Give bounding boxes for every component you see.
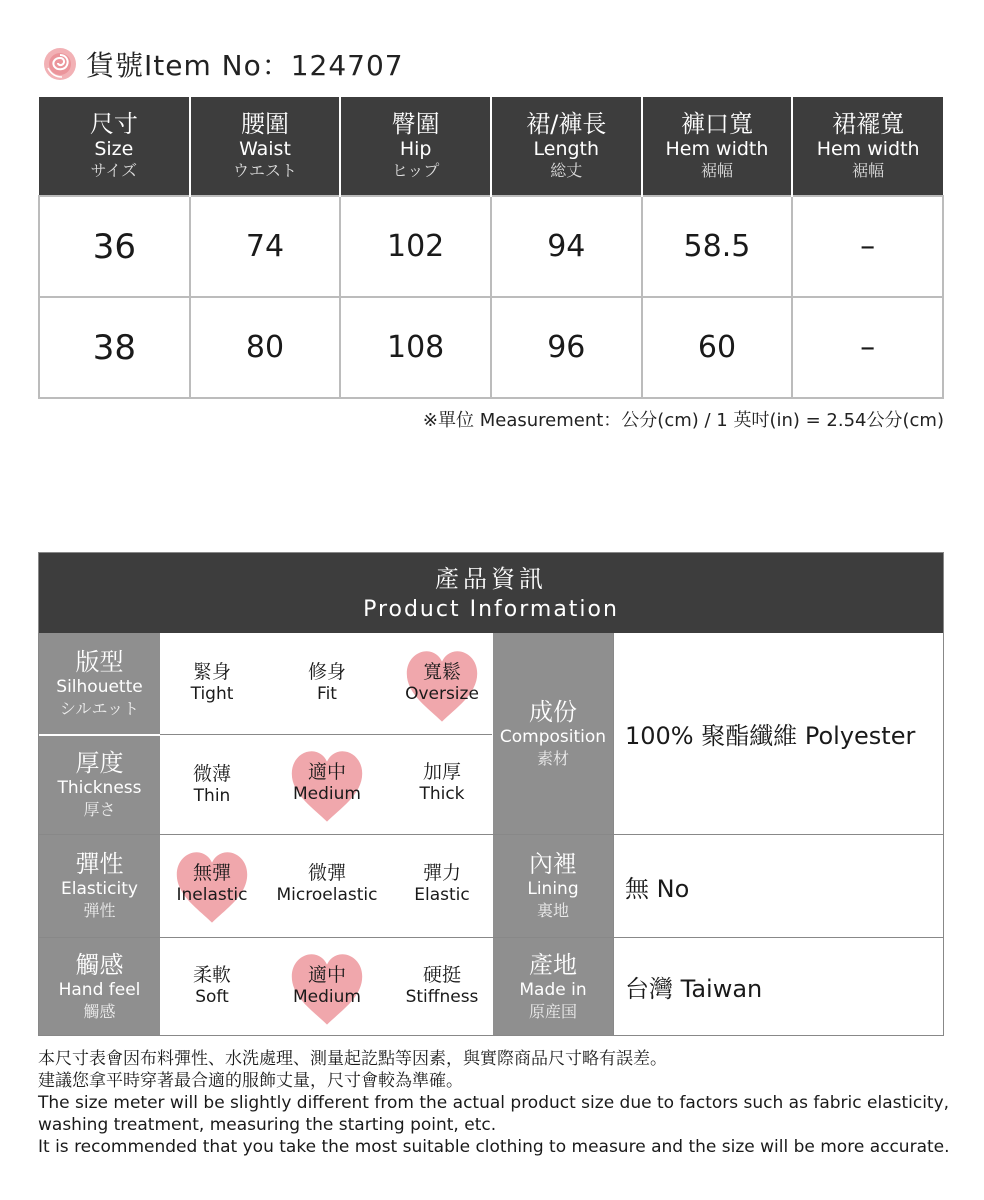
length-cell: 94 <box>491 196 642 297</box>
waist-cell: 80 <box>190 297 341 398</box>
skirt-hem-width-cell: – <box>792 196 943 297</box>
rose-icon <box>42 46 78 82</box>
lining-label: 內裡 Lining 裏地 <box>493 835 613 937</box>
size-cell: 38 <box>39 297 190 398</box>
table-row <box>39 297 943 398</box>
product-information-panel <box>38 552 944 1036</box>
disclaimer-line: 建議您拿平時穿著最合適的服飾丈量，尺寸會較為準確。 <box>38 1071 463 1091</box>
disclaimer-line: washing treatment, measuring the starting point, etc. <box>38 1115 497 1135</box>
elasticity-label: 彈性 Elasticity 弾性 <box>39 835 160 937</box>
composition-label: 成份 Composition 素材 <box>493 633 613 834</box>
made-in-value: 台灣 Taiwan <box>625 975 763 1003</box>
thickness-label: 厚度 Thickness 厚さ <box>39 735 160 834</box>
table-row <box>39 196 943 297</box>
hand-feel-option-medium-selected: 適中 Medium <box>272 946 382 1026</box>
size-chart-table <box>38 97 944 399</box>
product-information-title-en: Product Information <box>363 597 619 622</box>
disclaimer-line: 本尺寸表會因布料彈性、水洗處理、測量起訖點等因素，與實際商品尺寸略有誤差。 <box>38 1049 667 1069</box>
size-table-header-row <box>39 97 943 196</box>
hip-cell: 102 <box>340 196 491 297</box>
product-information-title-zh: 產品資訊 <box>435 565 547 593</box>
elasticity-option-microelastic: 微彈 Microelastic <box>276 862 378 905</box>
silhouette-option-fit: 修身 Fit <box>307 661 346 704</box>
thickness-option-thick: 加厚 Thick <box>419 761 465 804</box>
thickness-option-medium-selected: 適中 Medium <box>272 743 382 823</box>
silhouette-label: 版型 Silhouette シルエット <box>39 633 160 734</box>
composition-value: 100% 聚酯纖維 Polyester <box>625 722 916 750</box>
hip-cell: 108 <box>340 297 491 398</box>
made-in-label: 產地 Made in 原産国 <box>493 938 613 1035</box>
lining-value: 無 No <box>625 874 690 903</box>
disclaimer-line: The size meter will be slightly different from the actual product size due to factors such as fabric elasticity, <box>38 1093 950 1113</box>
thickness-option-thin: 微薄 Thin <box>192 763 231 806</box>
pants-hem-width-cell: 60 <box>642 297 793 398</box>
elasticity-option-inelastic-selected: 無彈 Inelastic <box>157 844 267 924</box>
divider <box>39 937 943 938</box>
column-header-pants-hem-width: 褲口寬 Hem width 裾幅 <box>642 97 793 196</box>
divider <box>39 834 943 835</box>
length-cell: 96 <box>491 297 642 398</box>
column-header-size: 尺寸 Size サイズ <box>39 97 190 196</box>
column-header-length: 裙/褲長 Length 総丈 <box>491 97 642 196</box>
size-cell: 36 <box>39 196 190 297</box>
column-header-hip: 臀圍 Hip ヒップ <box>340 97 491 196</box>
divider <box>613 633 614 1035</box>
measurement-unit-note: ※單位 Measurement：公分(cm) / 1 英吋(in) = 2.54公分(cm) <box>422 410 944 431</box>
hand-feel-option-soft: 柔軟 Soft <box>192 964 231 1007</box>
column-header-waist: 腰圍 Waist ウエスト <box>190 97 341 196</box>
silhouette-option-tight: 緊身 Tight <box>190 661 234 704</box>
product-information-header <box>39 553 943 633</box>
pants-hem-width-cell: 58.5 <box>642 196 793 297</box>
disclaimer-line: It is recommended that you take the most suitable clothing to measure and the size will be more accurate. <box>38 1137 950 1157</box>
item-number-title: 貨號Item No：124707 <box>86 49 404 82</box>
silhouette-option-oversize-selected: 寬鬆 Oversize <box>387 643 497 723</box>
hand-feel-label: 觸感 Hand feel 觸感 <box>39 938 160 1035</box>
item-number-header <box>42 44 404 84</box>
column-header-skirt-hem-width: 裙襬寬 Hem width 裾幅 <box>792 97 943 196</box>
hand-feel-option-stiffness: 硬挺 Stiffness <box>405 964 479 1007</box>
size-disclaimer <box>38 1048 950 1158</box>
skirt-hem-width-cell: – <box>792 297 943 398</box>
elasticity-option-elastic: 彈力 Elastic <box>414 862 470 905</box>
waist-cell: 74 <box>190 196 341 297</box>
divider <box>160 734 492 735</box>
